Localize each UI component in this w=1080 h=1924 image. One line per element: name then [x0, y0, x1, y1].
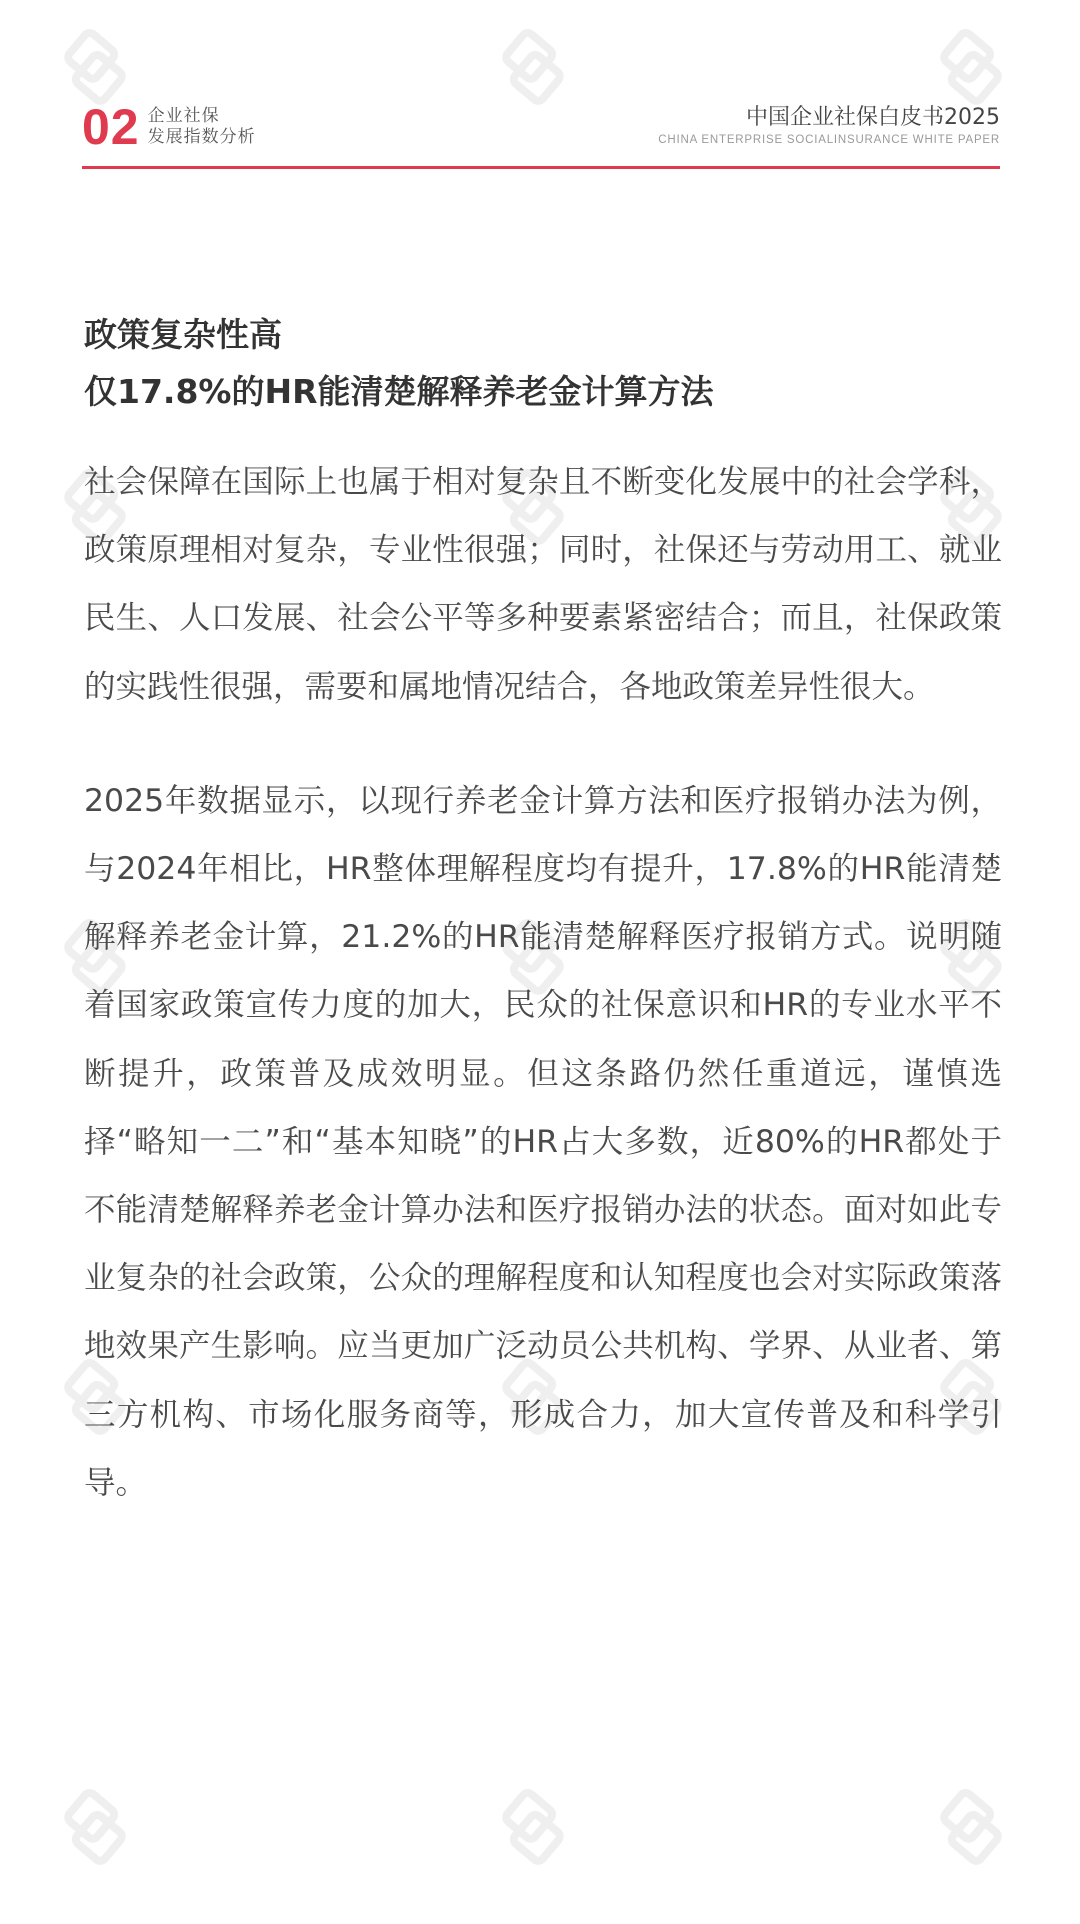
header-divider	[82, 166, 1000, 169]
section-heading-line2: 仅17.8%的HR能清楚解释养老金计算方法	[84, 372, 714, 411]
chapter-label	[148, 106, 256, 148]
watermark-logo-icon	[916, 1770, 1066, 1920]
section-content	[84, 306, 1002, 1517]
body-paragraph-1: 社会保障在国际上也属于相对复杂且不断变化发展中的社会学科，政策原理相对复杂，专业性很强；同时，社保还与劳动用工、就业民生、人口发展、社会公平等多种要素紧密结合；而且，社保政策的实践性很强，需要和属地情况结合，各地政策差异性很大。	[84, 464, 1002, 705]
watermark-logo-icon	[478, 1770, 628, 1920]
section-heading-line1: 政策复杂性高	[84, 315, 282, 354]
page-header	[82, 96, 1000, 168]
chapter-label-line1: 企业社保	[147, 106, 220, 126]
chapter-marker	[82, 99, 256, 155]
watermark-logo-icon	[40, 1770, 190, 1920]
document-title: 中国企业社保白皮书2025	[746, 105, 1000, 130]
chapter-number: 02	[82, 99, 140, 155]
chapter-label-line2: 发展指数分析	[147, 127, 256, 147]
body-paragraph-2: 2025年数据显示，以现行养老金计算方法和医疗报销办法为例，与2024年相比，HR整体理解程度均有提升，17.8%的HR能清楚解释养老金计算，21.2%的HR能清楚解释医疗报销方式。说明随着国家政策宣传力度的加大，民众的社保意识和HR的专业水平不断提升，政策普及成效明显。但这条路仍然任重道远，谨慎选择“略知一二”和“基本知晓”的HR占大多数，近80%的HR都处于不能清楚解释养老金计算办法和医疗报销办法的状态。面对如此专业复杂的社会政策，公众的理解程度和认知程度也会对实际政策落地效果产生影响。应当更加广泛动员公共机构、学界、从业者、第三方机构、市场化服务商等，形成合力，加大宣传普及和科学引导。	[84, 782, 1002, 1501]
document-subtitle: CHINA ENTERPRISE SOCIALINSURANCE WHITE PAPER	[658, 134, 1000, 146]
document-title-block	[658, 104, 1000, 148]
